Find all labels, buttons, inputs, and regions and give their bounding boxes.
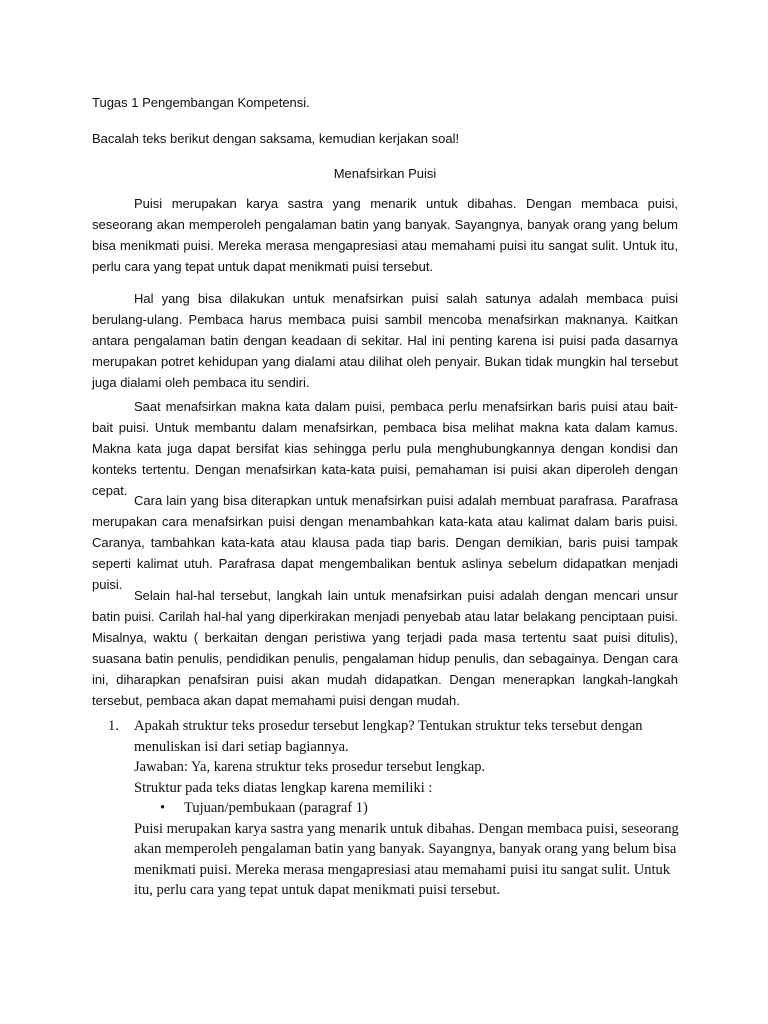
paragraph-3: Saat menafsirkan makna kata dalam puisi, pembaca perlu menafsirkan baris puisi atau bait-bait puisi. Untuk membantu dalam menafsirkan, pembaca bisa melihat makna kata dalam kamus. Makna kata juga dapat bersifat kias sehingga perlu pula menghubungkannya dengan kondisi dan konteks tertentu. Dengan menafsirkan kata-kata puisi, pemahaman isi puisi akan diperoleh dengan cepat. — [92, 399, 678, 498]
answer-body: Puisi merupakan karya sastra yang menarik untuk dibahas. Dengan membaca puisi, seseorang akan memperoleh pengalaman batin yang banyak. Sayangnya, banyak orang yang belum bisa menikmati puisi. Mereka merasa mengapresiasi atau memahami puisi itu sangat sulit. Untuk itu, perlu cara yang tepat untuk dapat menikmati puisi tersebut. — [134, 820, 679, 898]
paragraph-1: Puisi merupakan karya sastra yang menarik untuk dibahas. Dengan membaca puisi, seseorang akan memperoleh pengalaman batin yang banyak. Sayangnya, banyak orang yang belum bisa menikmati puisi. Mereka merasa mengapresiasi atau memahami puisi itu sangat sulit. Untuk itu, perlu cara yang tepat untuk dapat menikmati puisi tersebut. — [92, 196, 678, 274]
question-item — [134, 716, 682, 901]
bullet-icon: • — [160, 800, 166, 816]
instruction-line: Bacalah teks berikut dengan saksama, kemudian kerjakan soal! — [92, 131, 460, 146]
question-number: 1. — [108, 718, 119, 734]
text-heading: Menafsirkan Puisi — [333, 166, 437, 181]
paragraph-5: Selain hal-hal tersebut, langkah lain untuk menafsirkan puisi adalah dengan mencari unsur batin puisi. Carilah hal-hal yang diperkirakan menjadi penyebab atau latar belakang penciptaan puisi. Misalnya, waktu ( berkaitan dengan peristiwa yang terjadi pada masa tertentu saat puisi ditulis), suasana batin penulis, pendidikan penulis, pengalaman hidup penulis, dan sebagainya. Dengan cara ini, diharapkan penafsiran puisi akan mudah didapatkan. Dengan menerapkan langkah-langkah tersebut, pembaca akan dapat memahami puisi dengan mudah. — [92, 588, 678, 708]
paragraph-4: Cara lain yang bisa diterapkan untuk menafsirkan puisi adalah membuat parafrasa. Parafrasa merupakan cara menafsirkan puisi dengan menambahkan kata-kata atau kalimat dalam baris puisi. Caranya, tambahkan kata-kata atau klausa pada tiap baris. Dengan demikian, baris puisi tampak seperti kalimat utuh. Parafrasa dapat mengembalikan bentuk aslinya sebelum didapatkan menjadi puisi. — [92, 493, 678, 592]
question-text: Apakah struktur teks prosedur tersebut lengkap? Tentukan struktur teks tersebut dengan menuliskan isi dari setiap bagiannya. — [134, 718, 643, 755]
answer-intro: Jawaban: Ya, karena struktur teks prosedur tersebut lengkap. — [134, 759, 486, 775]
bullet-item — [134, 798, 682, 819]
answer-structure-line: Struktur pada teks diatas lengkap karena memiliki : — [134, 779, 433, 796]
task-title: Tugas 1 Pengembangan Kompetensi. — [92, 95, 310, 110]
bullet-text: Tujuan/pembukaan (paragraf 1) — [184, 800, 368, 816]
paragraph-2: Hal yang bisa dilakukan untuk menafsirkan puisi salah satunya adalah membaca puisi berulang-ulang. Pembaca harus membaca puisi sambil mencoba menafsirkan maknanya. Kaitkan antara pengalaman batin dengan keadaan di sekitar. Hal ini penting karena isi puisi pada dasarnya merupakan potret kehidupan yang dialami atau dilihat oleh penyair. Bukan tidak mungkin hal tersebut juga dialami oleh pembaca itu sendiri. — [92, 291, 678, 390]
